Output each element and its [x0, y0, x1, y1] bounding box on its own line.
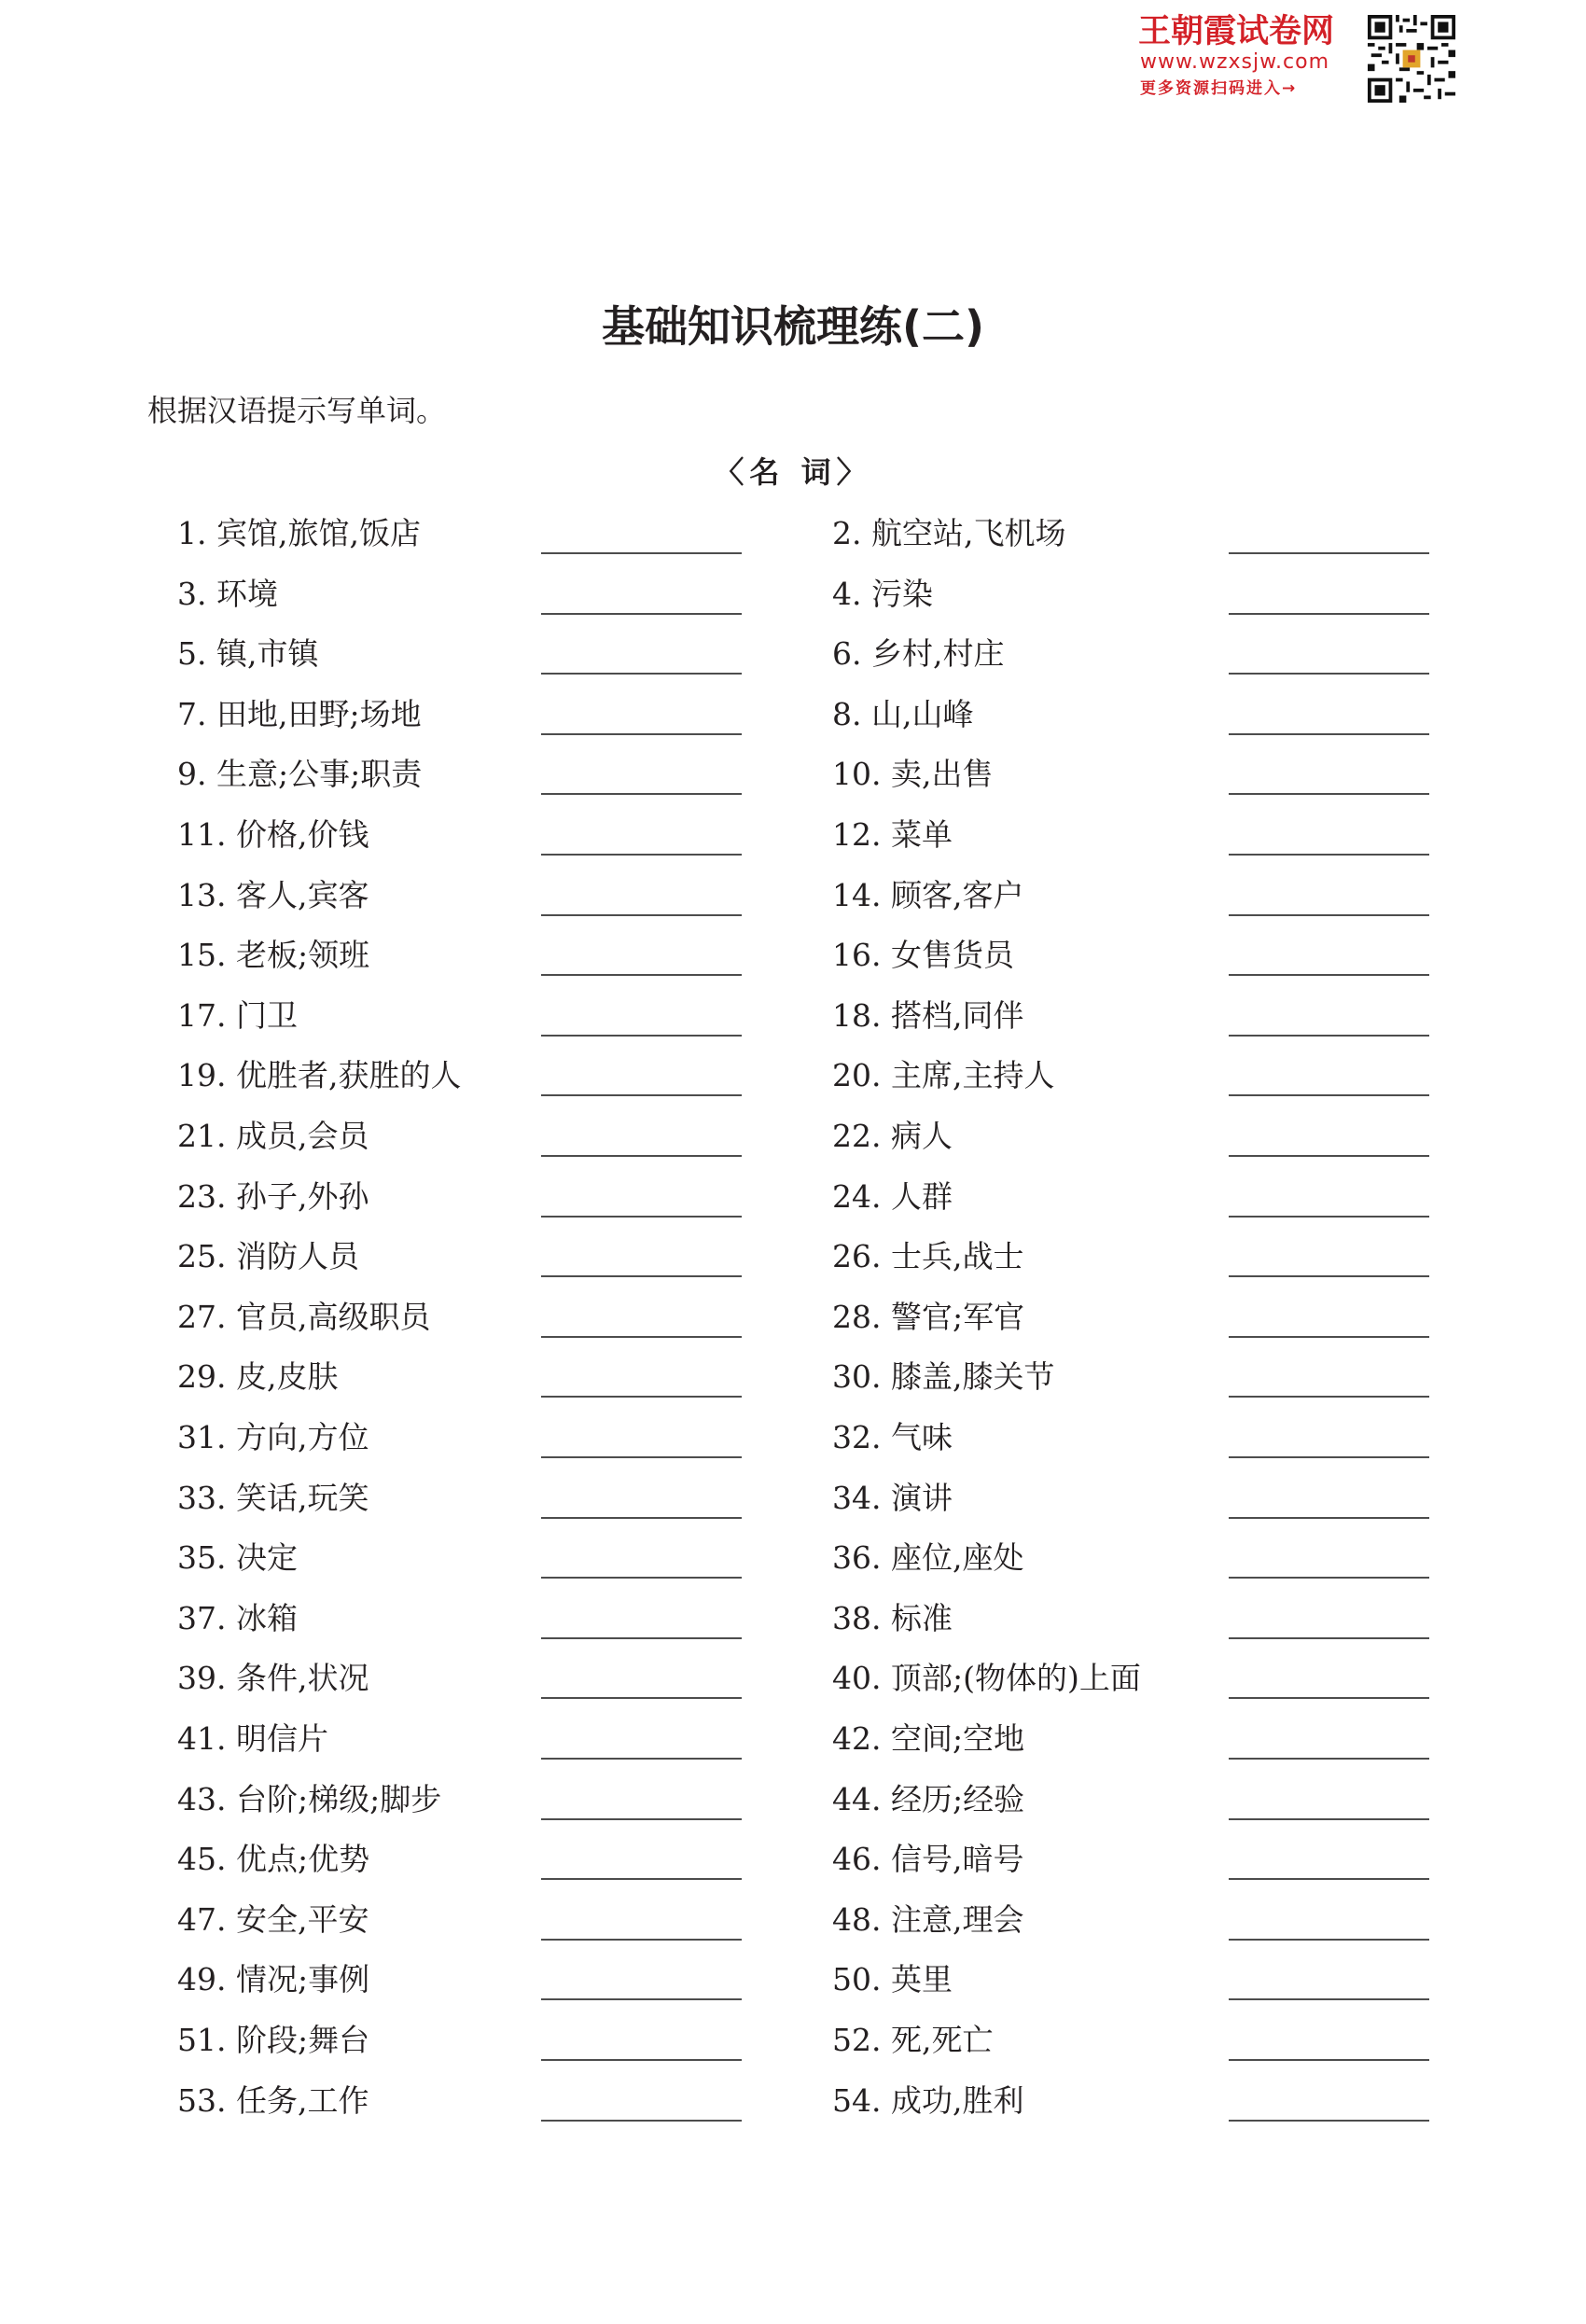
exercise-list	[0, 511, 1586, 2135]
exercise-prompt: 53. 任务,工作	[177, 2081, 369, 2119]
answer-blank[interactable]	[541, 1094, 742, 1096]
watermark	[1138, 13, 1465, 106]
answer-blank[interactable]	[1229, 1216, 1429, 1218]
exercise-item	[177, 873, 746, 933]
exercise-prompt: 49. 情况;事例	[177, 1961, 370, 1998]
answer-blank[interactable]	[541, 1035, 742, 1037]
exercise-prompt: 50. 英里	[832, 1961, 953, 1998]
answer-blank[interactable]	[1229, 2120, 1429, 2122]
answer-blank[interactable]	[1229, 1998, 1429, 2000]
section-heading: 〈名 词〉	[714, 454, 872, 490]
exercise-item	[832, 813, 1429, 872]
answer-blank[interactable]	[541, 1336, 742, 1338]
exercise-prompt: 22. 病人	[832, 1118, 953, 1154]
exercise-prompt: 27. 官员,高级职员	[177, 1298, 431, 1335]
answer-blank[interactable]	[541, 1697, 742, 1699]
exercise-prompt: 36. 座位,座处	[832, 1539, 1024, 1577]
answer-blank[interactable]	[1229, 733, 1429, 735]
answer-blank[interactable]	[1229, 1396, 1429, 1398]
answer-blank[interactable]	[541, 1456, 742, 1458]
exercise-prompt: 31. 方向,方位	[177, 1419, 369, 1455]
exercise-item	[832, 873, 1429, 933]
answer-blank[interactable]	[1229, 914, 1429, 916]
exercise-item	[832, 1837, 1429, 1897]
exercise-item	[177, 994, 746, 1053]
exercise-prompt: 32. 气味	[832, 1419, 953, 1455]
answer-blank[interactable]	[1229, 1939, 1429, 1941]
exercise-prompt: 21. 成员,会员	[177, 1118, 369, 1154]
exercise-item	[177, 1295, 746, 1355]
exercise-prompt: 8. 山,山峰	[832, 695, 974, 732]
exercise-prompt: 20. 主席,主持人	[832, 1057, 1055, 1094]
exercise-item	[177, 1415, 746, 1475]
exercise-item	[832, 2018, 1429, 2078]
exercise-prompt: 7. 田地,田野;场地	[177, 695, 422, 732]
exercise-prompt: 26. 士兵,战士	[832, 1238, 1024, 1275]
exercise-prompt: 48. 注意,理会	[832, 1900, 1024, 1938]
exercise-item	[177, 632, 746, 691]
exercise-prompt: 54. 成功,胜利	[832, 2081, 1024, 2119]
exercise-item	[832, 1596, 1429, 1656]
exercise-prompt: 4. 污染	[832, 575, 933, 612]
exercise-item	[177, 2018, 746, 2078]
exercise-prompt: 28. 警官;军官	[832, 1298, 1025, 1335]
exercise-prompt: 19. 优胜者,获胜的人	[177, 1057, 462, 1094]
answer-blank[interactable]	[541, 1216, 742, 1218]
exercise-prompt: 38. 标准	[832, 1599, 953, 1636]
exercise-prompt: 16. 女售货员	[832, 937, 1014, 974]
exercise-prompt: 9. 生意;公事;职责	[177, 756, 423, 793]
exercise-item	[177, 1355, 746, 1414]
exercise-item	[832, 1536, 1429, 1595]
answer-blank[interactable]	[541, 1878, 742, 1880]
exercise-prompt: 46. 信号,暗号	[832, 1841, 1024, 1878]
exercise-prompt: 35. 决定	[177, 1539, 298, 1577]
exercise-item	[832, 1656, 1429, 1716]
answer-blank[interactable]	[541, 2120, 742, 2122]
answer-blank[interactable]	[541, 2059, 742, 2061]
exercise-prompt: 47. 安全,平安	[177, 1900, 369, 1938]
exercise-item	[177, 1837, 746, 1897]
answer-blank[interactable]	[1229, 552, 1429, 554]
exercise-item	[832, 511, 1429, 571]
exercise-prompt: 30. 膝盖,膝关节	[832, 1358, 1055, 1396]
exercise-prompt: 25. 消防人员	[177, 1238, 359, 1275]
instruction: 根据汉语提示写单词。	[147, 393, 447, 428]
exercise-prompt: 29. 皮,皮肤	[177, 1358, 339, 1396]
exercise-prompt: 14. 顾客,客户	[832, 876, 1024, 913]
qr-code-icon	[1368, 15, 1455, 103]
exercise-item	[832, 1114, 1429, 1174]
exercise-item	[177, 1476, 746, 1536]
answer-blank[interactable]	[1229, 793, 1429, 795]
watermark-subtitle: 更多资源扫码进入→	[1140, 79, 1298, 98]
exercise-item	[177, 1234, 746, 1294]
answer-blank[interactable]	[541, 1818, 742, 1820]
answer-blank[interactable]	[1229, 1094, 1429, 1096]
watermark-name: 王朝霞试卷网	[1138, 13, 1335, 50]
exercise-prompt: 11. 价格,价钱	[177, 816, 369, 853]
answer-blank[interactable]	[541, 914, 742, 916]
exercise-item	[832, 1415, 1429, 1475]
exercise-prompt: 45. 优点;优势	[177, 1841, 370, 1878]
exercise-item	[832, 1053, 1429, 1113]
answer-blank[interactable]	[541, 793, 742, 795]
exercise-item	[177, 1175, 746, 1234]
exercise-item	[177, 752, 746, 812]
exercise-prompt: 41. 明信片	[177, 1720, 328, 1757]
exercise-item	[832, 1295, 1429, 1355]
answer-blank[interactable]	[1229, 1758, 1429, 1760]
exercise-item	[177, 1596, 746, 1656]
exercise-prompt: 10. 卖,出售	[832, 756, 994, 793]
answer-blank[interactable]	[541, 1517, 742, 1519]
exercise-prompt: 3. 环境	[177, 575, 278, 612]
exercise-prompt: 42. 空间;空地	[832, 1720, 1025, 1757]
exercise-prompt: 13. 客人,宾客	[177, 876, 369, 913]
exercise-prompt: 23. 孙子,外孙	[177, 1177, 369, 1215]
answer-blank[interactable]	[541, 1758, 742, 1760]
exercise-item	[177, 1777, 746, 1837]
answer-blank[interactable]	[1229, 673, 1429, 675]
exercise-item	[177, 572, 746, 632]
exercise-item	[832, 572, 1429, 632]
answer-blank[interactable]	[1229, 1517, 1429, 1519]
watermark-url[interactable]: www.wzxsjw.com	[1140, 50, 1330, 74]
answer-blank[interactable]	[1229, 1637, 1429, 1639]
exercise-item	[177, 1053, 746, 1113]
exercise-prompt: 5. 镇,市镇	[177, 635, 319, 673]
exercise-item	[177, 1717, 746, 1776]
answer-blank[interactable]	[1229, 1577, 1429, 1579]
exercise-item	[177, 2079, 746, 2138]
answer-blank[interactable]	[541, 673, 742, 675]
exercise-item	[832, 1898, 1429, 1957]
exercise-item	[177, 1536, 746, 1595]
exercise-prompt: 39. 条件,状况	[177, 1660, 369, 1697]
answer-blank[interactable]	[1229, 1818, 1429, 1820]
exercise-item	[177, 813, 746, 872]
exercise-prompt: 51. 阶段;舞台	[177, 2022, 370, 2058]
exercise-prompt: 2. 航空站,飞机场	[832, 515, 1066, 551]
exercise-prompt: 34. 演讲	[832, 1479, 953, 1516]
exercise-item	[832, 1234, 1429, 1294]
exercise-item	[832, 752, 1429, 812]
exercise-item	[832, 1476, 1429, 1536]
answer-blank[interactable]	[1229, 613, 1429, 615]
answer-blank[interactable]	[1229, 1878, 1429, 1880]
answer-blank[interactable]	[541, 854, 742, 856]
exercise-prompt: 17. 门卫	[177, 996, 298, 1034]
exercise-item	[832, 933, 1429, 993]
exercise-item	[832, 1175, 1429, 1234]
answer-blank[interactable]	[541, 1155, 742, 1157]
exercise-item	[832, 1717, 1429, 1776]
answer-blank[interactable]	[541, 733, 742, 735]
answer-blank[interactable]	[541, 1396, 742, 1398]
exercise-prompt: 33. 笑话,玩笑	[177, 1479, 369, 1516]
answer-blank[interactable]	[1229, 1697, 1429, 1699]
exercise-prompt: 1. 宾馆,旅馆,饭店	[177, 515, 421, 551]
answer-blank[interactable]	[1229, 1275, 1429, 1277]
exercise-item	[832, 1957, 1429, 2017]
answer-blank[interactable]	[1229, 1456, 1429, 1458]
answer-blank[interactable]	[1229, 854, 1429, 856]
answer-blank[interactable]	[541, 1939, 742, 1941]
answer-blank[interactable]	[541, 1637, 742, 1639]
answer-blank[interactable]	[541, 974, 742, 976]
exercise-prompt: 24. 人群	[832, 1177, 953, 1215]
exercise-item	[177, 1898, 746, 1957]
answer-blank[interactable]	[1229, 1155, 1429, 1157]
answer-blank[interactable]	[541, 1998, 742, 2000]
answer-blank[interactable]	[541, 1275, 742, 1277]
answer-blank[interactable]	[541, 552, 742, 554]
exercise-item	[177, 511, 746, 571]
exercise-prompt: 12. 菜单	[832, 816, 953, 853]
page-title: 基础知识梳理练(二)	[601, 301, 985, 352]
exercise-prompt: 6. 乡村,村庄	[832, 635, 1005, 673]
exercise-prompt: 37. 冰箱	[177, 1599, 298, 1636]
exercise-prompt: 40. 顶部;(物体的)上面	[832, 1660, 1141, 1697]
exercise-item	[177, 1957, 746, 2017]
exercise-item	[177, 1656, 746, 1716]
exercise-item	[832, 692, 1429, 752]
exercise-item	[177, 1114, 746, 1174]
exercise-item	[832, 632, 1429, 691]
exercise-prompt: 52. 死,死亡	[832, 2022, 994, 2058]
exercise-item	[832, 994, 1429, 1053]
exercise-prompt: 44. 经历;经验	[832, 1780, 1025, 1817]
answer-blank[interactable]	[1229, 974, 1429, 976]
exercise-prompt: 15. 老板;领班	[177, 937, 370, 974]
answer-blank[interactable]	[1229, 1336, 1429, 1338]
answer-blank[interactable]	[1229, 2059, 1429, 2061]
answer-blank[interactable]	[1229, 1035, 1429, 1037]
exercise-item	[832, 2079, 1429, 2138]
exercise-item	[832, 1777, 1429, 1837]
answer-blank[interactable]	[541, 613, 742, 615]
exercise-prompt: 43. 台阶;梯级;脚步	[177, 1780, 442, 1817]
exercise-item	[832, 1355, 1429, 1414]
exercise-prompt: 18. 搭档,同伴	[832, 996, 1024, 1034]
answer-blank[interactable]	[541, 1577, 742, 1579]
exercise-item	[177, 692, 746, 752]
exercise-item	[177, 933, 746, 993]
